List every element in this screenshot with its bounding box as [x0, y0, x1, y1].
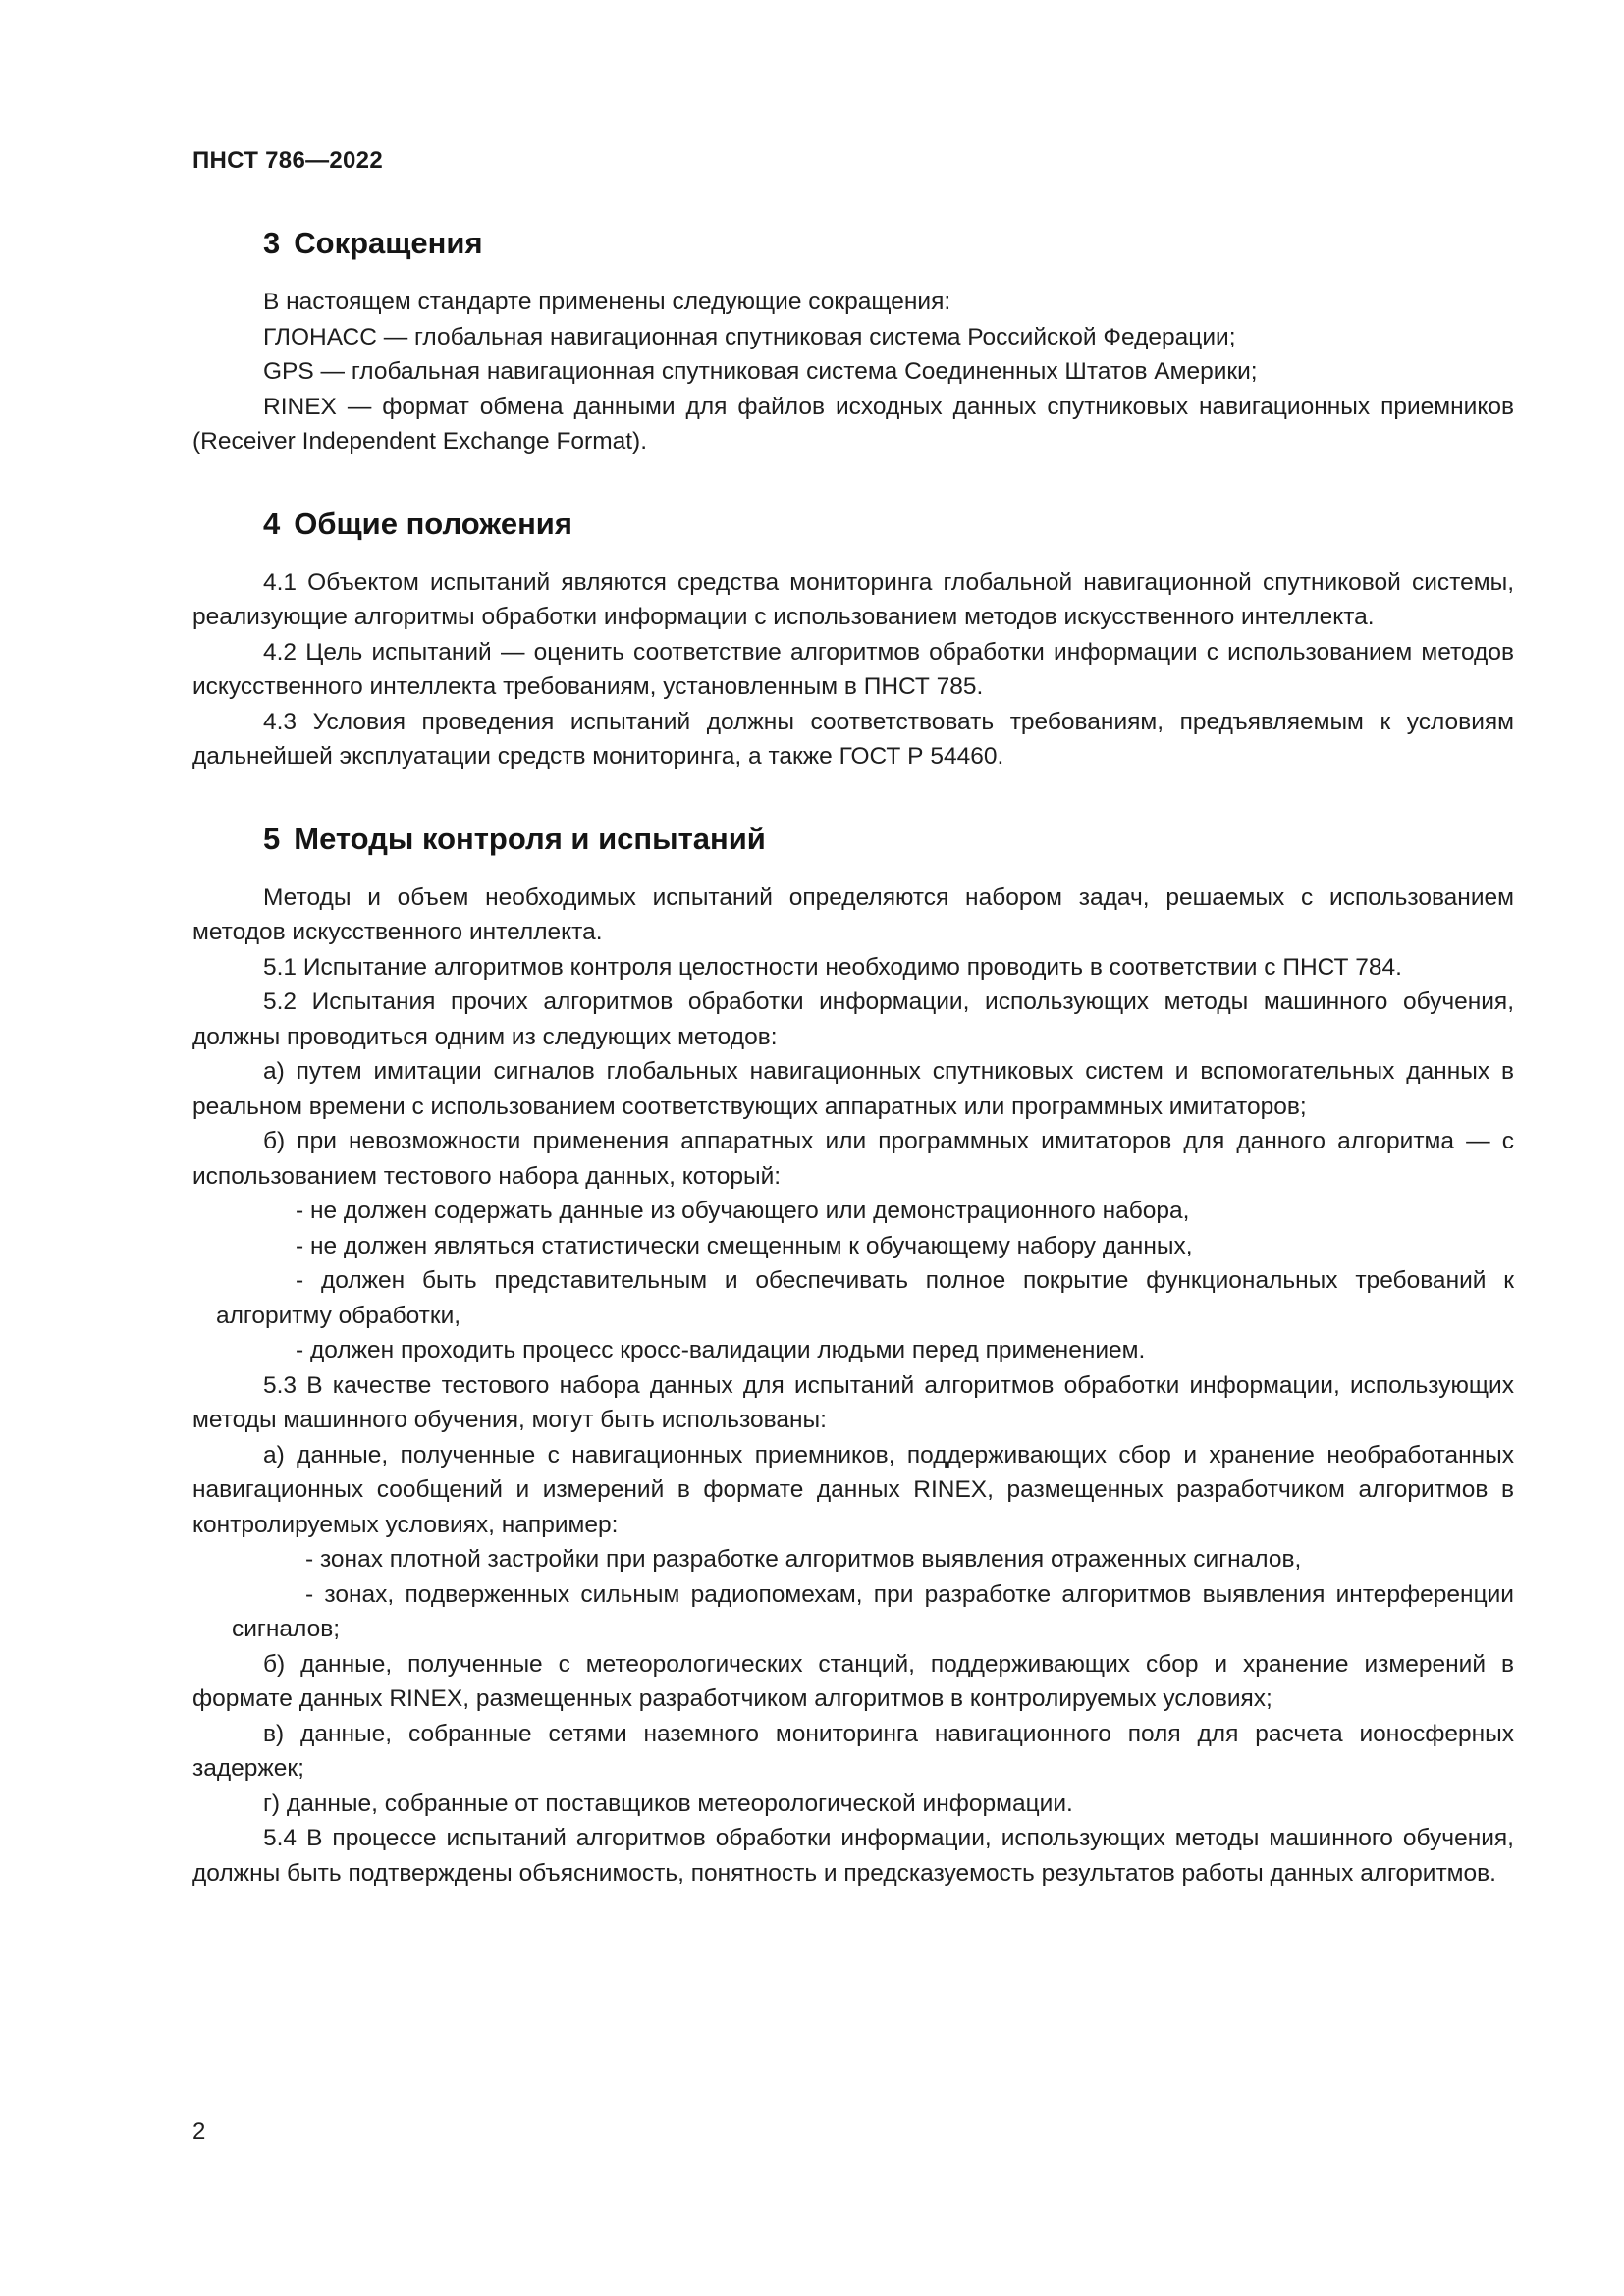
- paragraph: В настоящем стандарте применены следующие сокращения:: [263, 289, 951, 315]
- list-item: а) путем имитации сигналов глобальных навигационных спутниковых систем и вспомогательных данных в реальном времени с использованием соответствующих аппаратных или программных имитаторов;: [192, 1058, 1514, 1120]
- dash-item: - должен быть представительным и обеспечивать полное покрытие функциональных требований к алгоритму обработки,: [216, 1267, 1514, 1329]
- paragraph: 5.2 Испытания прочих алгоритмов обработки информации, использующих методы машинного обучения, должны проводиться одним из следующих методов:: [192, 988, 1514, 1050]
- section-number: 4: [263, 506, 281, 541]
- paragraph: 5.4 В процессе испытаний алгоритмов обработки информации, использующих методы машинного обучения, должны быть подтверждены объяснимость, понятность и предсказуемость результатов работы данных алгоритмов.: [192, 1825, 1514, 1887]
- dash-item: - должен проходить процесс кросс-валидации людьми перед применением.: [296, 1337, 1146, 1363]
- abbreviation-item: RINEX — формат обмена данными для файлов исходных данных спутниковых навигационных приемников (Receiver Independent Exchange Format).: [192, 393, 1514, 454]
- section-number: 5: [263, 821, 281, 856]
- list-item: б) при невозможности применения аппаратных или программных имитаторов для данного алгоритма — с использованием тестового набора данных, который:: [192, 1128, 1514, 1190]
- document-body: [192, 224, 1514, 1891]
- dash-item: - не должен содержать данные из обучающего или демонстрационного набора,: [296, 1198, 1190, 1224]
- paragraph: 5.1 Испытание алгоритмов контроля целостности необходимо проводить в соответствии с ПНСТ 784.: [263, 953, 1402, 981]
- paragraph: 4.2 Цель испытаний — оценить соответствие алгоритмов обработки информации с использованием методов искусственного интеллекта требованиям, установленным в ПНСТ 785.: [192, 638, 1514, 700]
- abbreviation-item: ГЛОНАСС — глобальная навигационная спутниковая система Российской Федерации;: [263, 323, 1236, 350]
- dash-item: - зонах плотной застройки при разработке алгоритмов выявления отраженных сигналов,: [305, 1546, 1302, 1573]
- section-5-heading: [192, 820, 1514, 859]
- dash-item: - зонах, подверженных сильным радиопомехам, при разработке алгоритмов выявления интерференции сигналов;: [232, 1580, 1514, 1642]
- section-4-heading: [192, 505, 1514, 544]
- list-item: б) данные, полученные с метеорологических станций, поддерживающих сбор и хранение измерений в формате данных RINEX, размещенных разработчиком алгоритмов в контролируемых условиях;: [192, 1650, 1514, 1712]
- list-item: г) данные, собранные от поставщиков метеорологической информации.: [263, 1789, 1073, 1817]
- list-item: а) данные, полученные с навигационных приемников, поддерживающих сбор и хранение необработанных навигационных сообщений и измерений в формате данных RINEX, размещенных разработчиком алгоритмов в контролируемых условиях, например:: [192, 1441, 1514, 1538]
- section-title: Методы контроля и испытаний: [294, 821, 766, 856]
- paragraph: 4.3 Условия проведения испытаний должны соответствовать требованиям, предъявляемым к условиям дальнейшей эксплуатации средств мониторинга, а также ГОСТ Р 54460.: [192, 708, 1514, 770]
- dash-item: - не должен являться статистически смещенным к обучающему набору данных,: [296, 1232, 1193, 1259]
- paragraph: 4.1 Объектом испытаний являются средства мониторинга глобальной навигационной спутниковой системы, реализующие алгоритмы обработки информации с использованием методов искусственного интеллекта.: [192, 568, 1514, 630]
- document-number-header: ПНСТ 786—2022: [192, 147, 383, 174]
- section-title: Сокращения: [294, 226, 483, 260]
- paragraph: Методы и объем необходимых испытаний определяются набором задач, решаемых с использованием методов искусственного интеллекта.: [192, 883, 1514, 945]
- section-title: Общие положения: [294, 506, 572, 541]
- section-number: 3: [263, 226, 281, 260]
- list-item: в) данные, собранные сетями наземного мониторинга навигационного поля для расчета ионосферных задержек;: [192, 1720, 1514, 1782]
- page-number: 2: [192, 2118, 206, 2145]
- paragraph: 5.3 В качестве тестового набора данных для испытаний алгоритмов обработки информации, использующих методы машинного обучения, могут быть использованы:: [192, 1371, 1514, 1433]
- section-3-heading: [192, 224, 1514, 263]
- abbreviation-item: GPS — глобальная навигационная спутниковая система Соединенных Штатов Америки;: [263, 358, 1258, 385]
